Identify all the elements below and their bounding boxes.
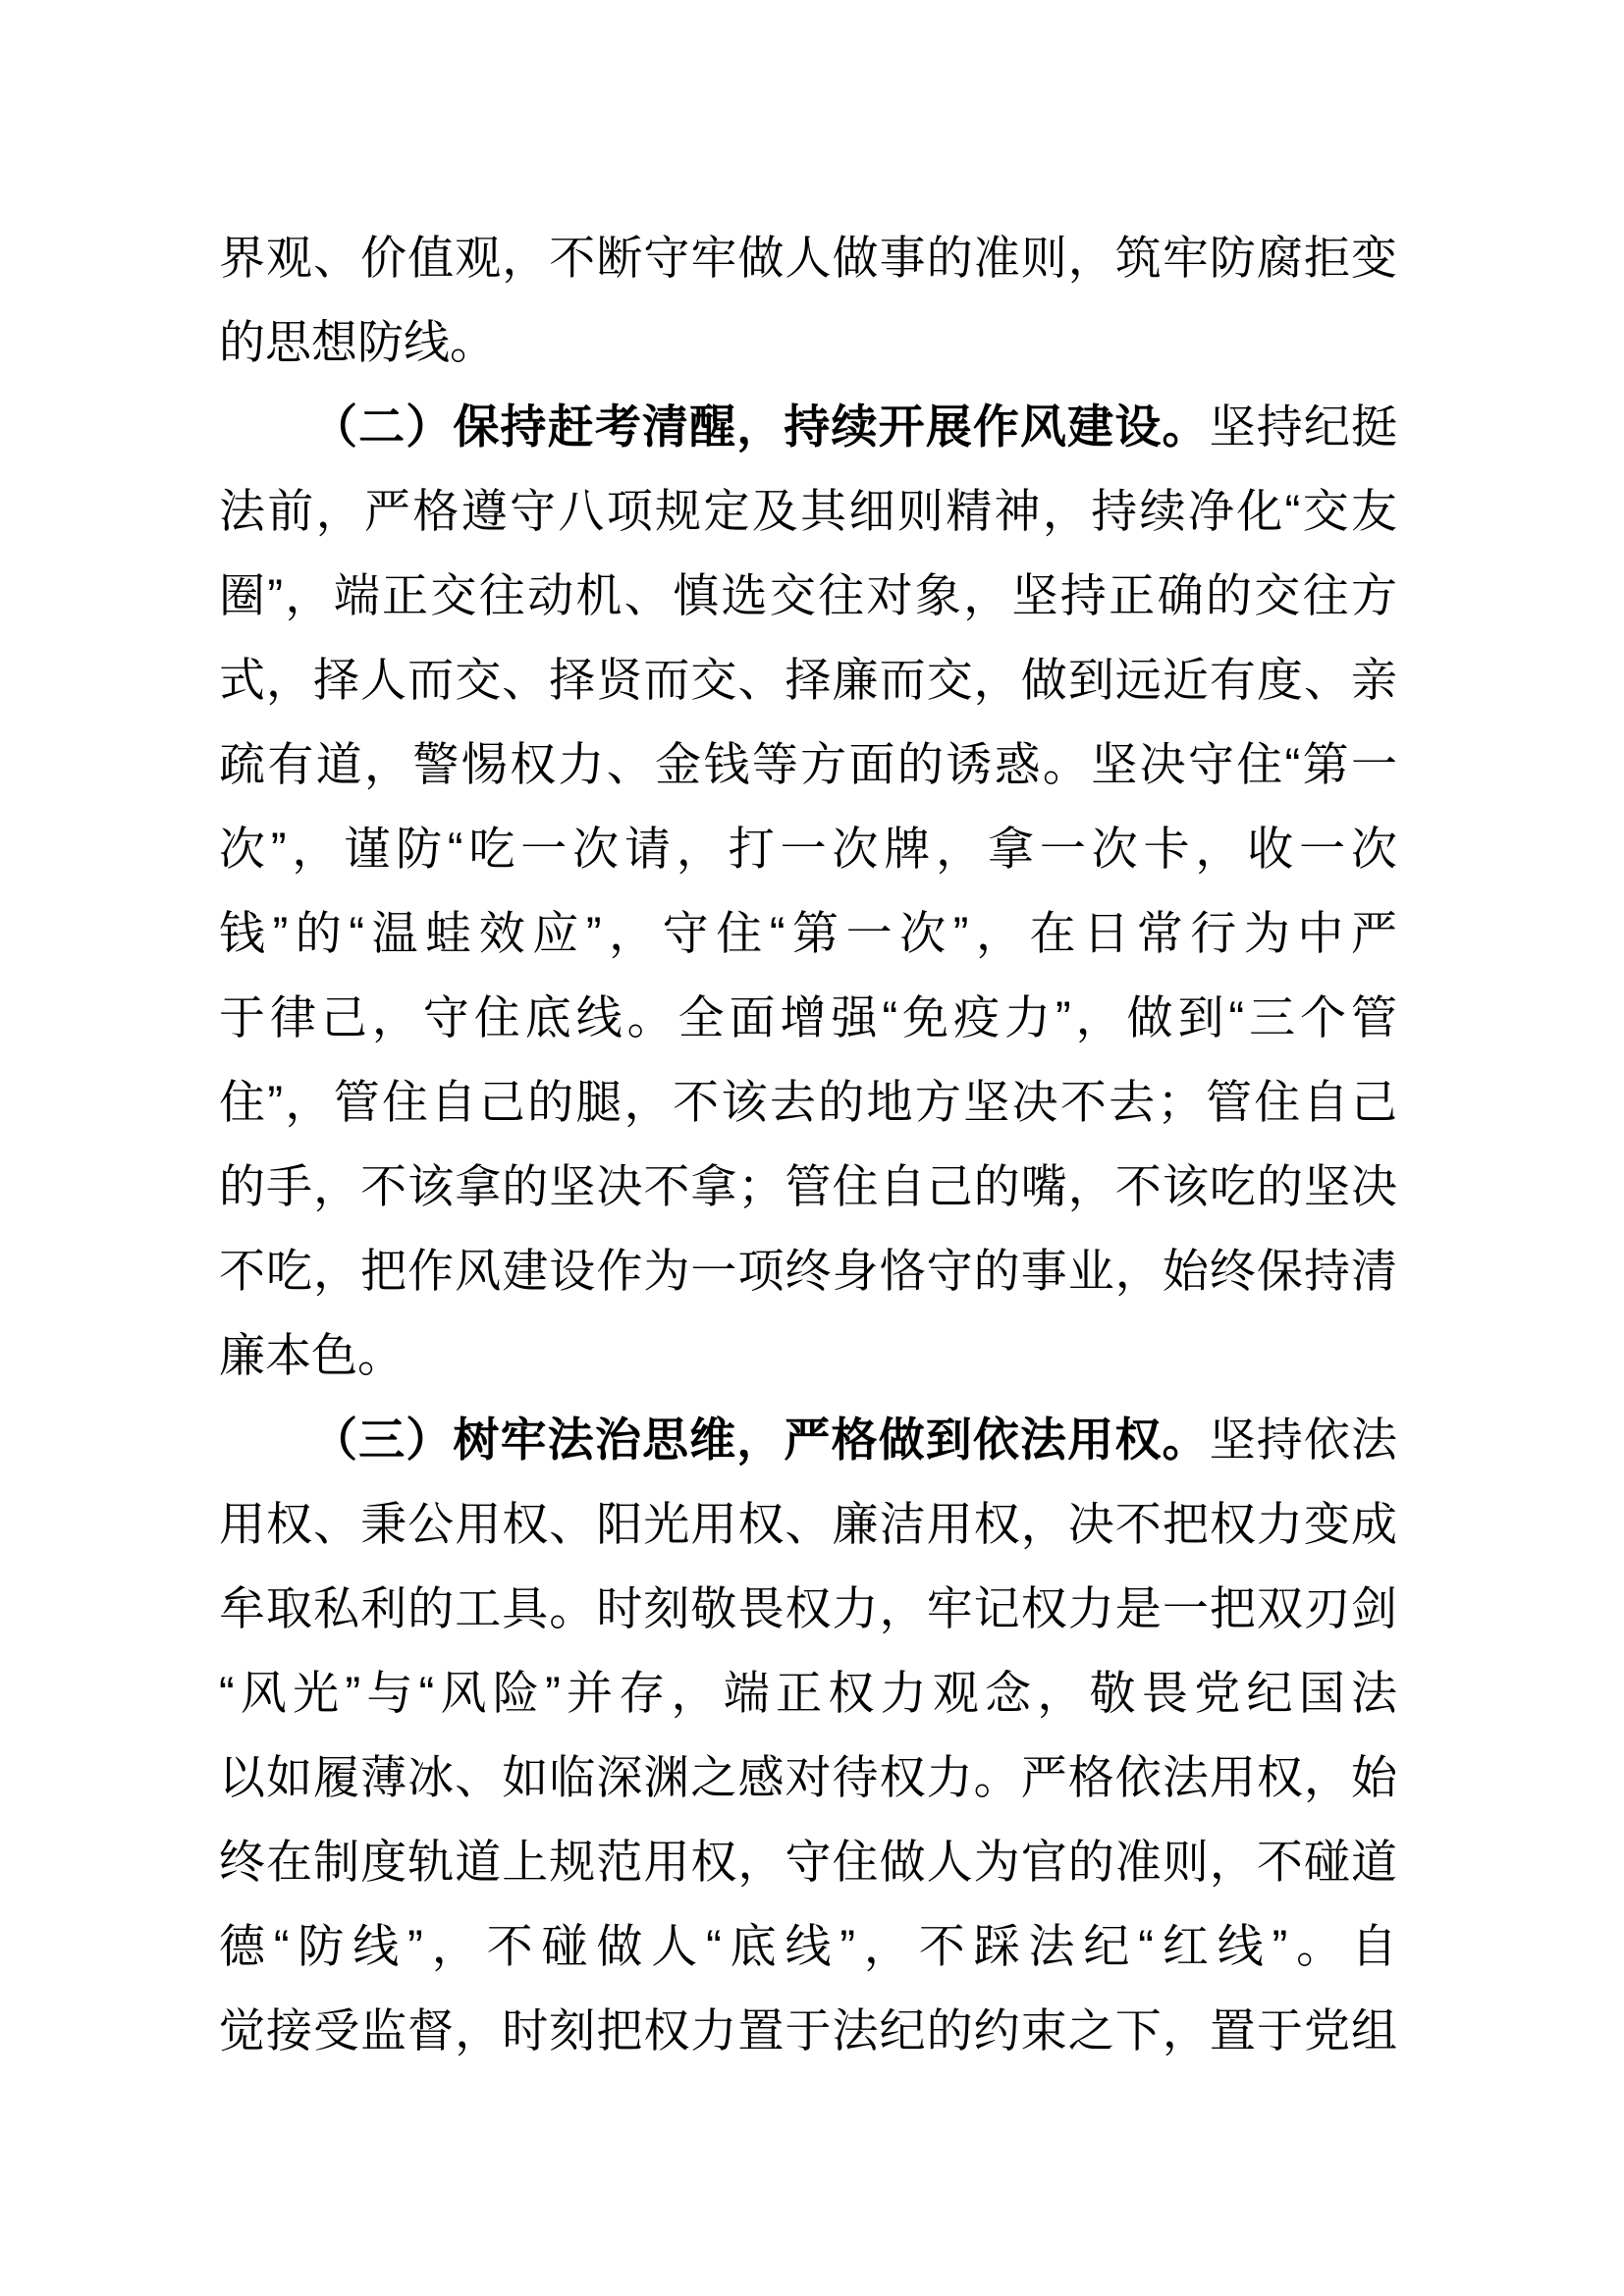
body-run: 住”，管住自己的腿，不该去的地方坚决不去；管住自己 xyxy=(219,1076,1397,1128)
body-run: 廉本色。 xyxy=(219,1329,404,1381)
document-body xyxy=(219,216,1397,2073)
text-line xyxy=(219,385,1397,469)
text-line xyxy=(219,722,1397,807)
text-line xyxy=(219,300,1397,385)
text-line xyxy=(219,1060,1397,1145)
body-run: 觉接受监督，时刻把权力置于法纪的约束之下，置于党组 xyxy=(219,2004,1397,2056)
text-line xyxy=(219,638,1397,722)
body-run: 坚持纪挺 xyxy=(1209,400,1397,453)
text-line xyxy=(219,1651,1397,1735)
body-run: 法前，严格遵守八项规定及其细则精神，持续净化“交友 xyxy=(219,485,1397,537)
text-line xyxy=(219,216,1397,300)
text-line xyxy=(219,891,1397,976)
body-run: 坚持依法 xyxy=(1209,1414,1397,1466)
text-line xyxy=(219,469,1397,554)
body-run: 圈”，端正交往动机、慎选交往对象，坚持正确的交往方 xyxy=(219,569,1397,621)
text-line xyxy=(219,1904,1397,1989)
body-run: 的手，不该拿的坚决不拿；管住自己的嘴，不该吃的坚决 xyxy=(219,1160,1397,1212)
text-line xyxy=(219,554,1397,638)
text-line xyxy=(219,1989,1397,2073)
text-line xyxy=(219,1567,1397,1651)
body-run: 德“防线”，不碰做人“底线”，不踩法纪“红线”。自 xyxy=(219,1920,1397,1972)
body-run: 用权、秉公用权、阳光用权、廉洁用权，决不把权力变成 xyxy=(219,1498,1397,1550)
text-line xyxy=(219,976,1397,1060)
text-line xyxy=(219,1145,1397,1229)
body-run: 界观、价值观，不断守牢做人做事的准则，筑牢防腐拒变 xyxy=(219,232,1397,284)
text-line xyxy=(219,1820,1397,1904)
body-run: 不吃，把作风建设作为一项终身恪守的事业，始终保持清 xyxy=(219,1245,1397,1297)
text-line xyxy=(219,807,1397,891)
body-run: 次”，谨防“吃一次请，打一次牌，拿一次卡，收一次 xyxy=(219,823,1397,875)
body-run: 牟取私利的工具。时刻敬畏权力，牢记权力是一把双刃剑 xyxy=(219,1582,1397,1634)
body-run: “风光”与“风险”并存，端正权力观念，敬畏党纪国法 xyxy=(219,1667,1397,1719)
body-run: 终在制度轨道上规范用权，守住做人为官的准则，不碰道 xyxy=(219,1836,1397,1888)
text-line xyxy=(219,1482,1397,1567)
heading-run: （二）保持赶考清醒，持续开展作风建设。 xyxy=(311,400,1210,453)
heading-run: （三）树牢法治思维，严格做到依法用权。 xyxy=(311,1414,1210,1466)
body-run: 于律己，守住底线。全面增强“免疫力”，做到“三个管 xyxy=(219,991,1397,1043)
body-run: 式，择人而交、择贤而交、择廉而交，做到远近有度、亲 xyxy=(219,654,1397,706)
text-line xyxy=(219,1735,1397,1820)
body-run: 的思想防线。 xyxy=(219,316,496,368)
body-run: 疏有道，警惕权力、金钱等方面的诱惑。坚决守住“第一 xyxy=(219,738,1397,790)
text-line xyxy=(219,1313,1397,1398)
body-run: 钱”的“温蛙效应”，守住“第一次”，在日常行为中严 xyxy=(219,907,1397,959)
text-line xyxy=(219,1398,1397,1482)
body-run: 以如履薄冰、如临深渊之感对待权力。严格依法用权，始 xyxy=(219,1751,1397,1803)
text-line xyxy=(219,1229,1397,1313)
